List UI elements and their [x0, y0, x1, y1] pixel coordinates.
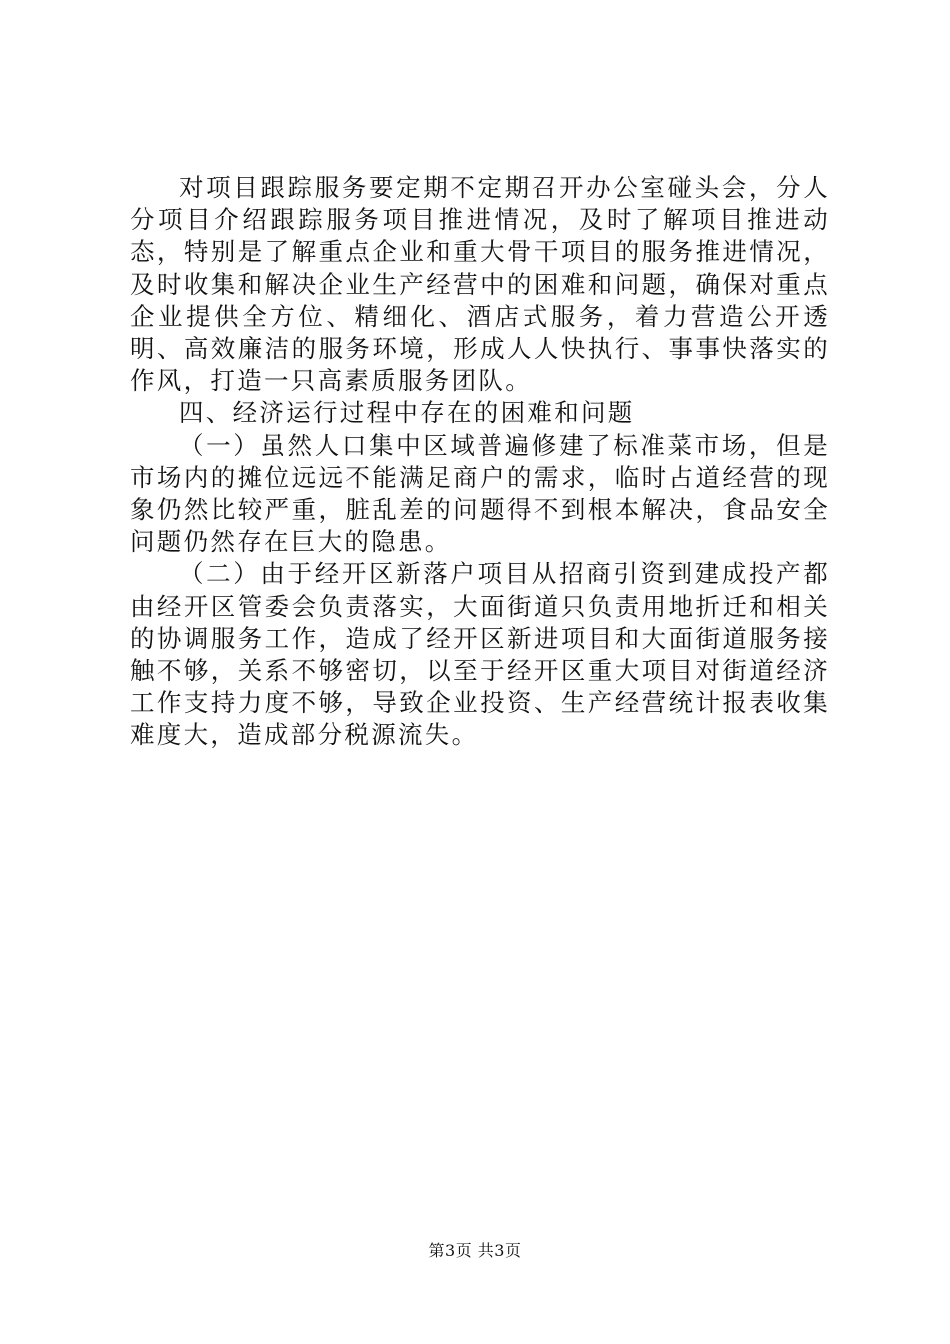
page-number-label: 第3页 共3页 — [428, 1241, 522, 1260]
document-body — [130, 172, 830, 752]
paragraph-market-issue: （一）虽然人口集中区域普遍修建了标准菜市场，但是市场内的摊位远远不能满足商户的需求，临时占道经营的现象仍然比较严重，脏乱差的问题得不到根本解决，食品安全问题仍然存在巨大的隐患。 — [130, 430, 830, 557]
paragraph-project-tracking: 对项目跟踪服务要定期不定期召开办公室碰头会，分人分项目介绍跟踪服务项目推进情况，及时了解项目推进动态，特别是了解重点企业和重大骨干项目的服务推进情况，及时收集和解决企业生产经营中的困难和问题，确保对重点企业提供全方位、精细化、酒店式服务，着力营造公开透明、高效廉洁的服务环境，形成人人快执行、事事快落实的作风，打造一只高素质服务团队。 — [130, 173, 830, 396]
paragraph-development-zone-issue: （二）由于经开区新落户项目从招商引资到建成投产都由经开区管委会负责落实，大面街道只负责用地折迁和相关的协调服务工作，造成了经开区新进项目和大面街道服务接触不够，关系不够密切，以至于经开区重大项目对街道经济工作支持力度不够，导致企业投资、生产经营统计报表收集难度大，造成部分税源流失。 — [130, 559, 830, 750]
section-heading-difficulties: 四、经济运行过程中存在的困难和问题 — [179, 398, 635, 428]
page-footer — [0, 1240, 950, 1262]
